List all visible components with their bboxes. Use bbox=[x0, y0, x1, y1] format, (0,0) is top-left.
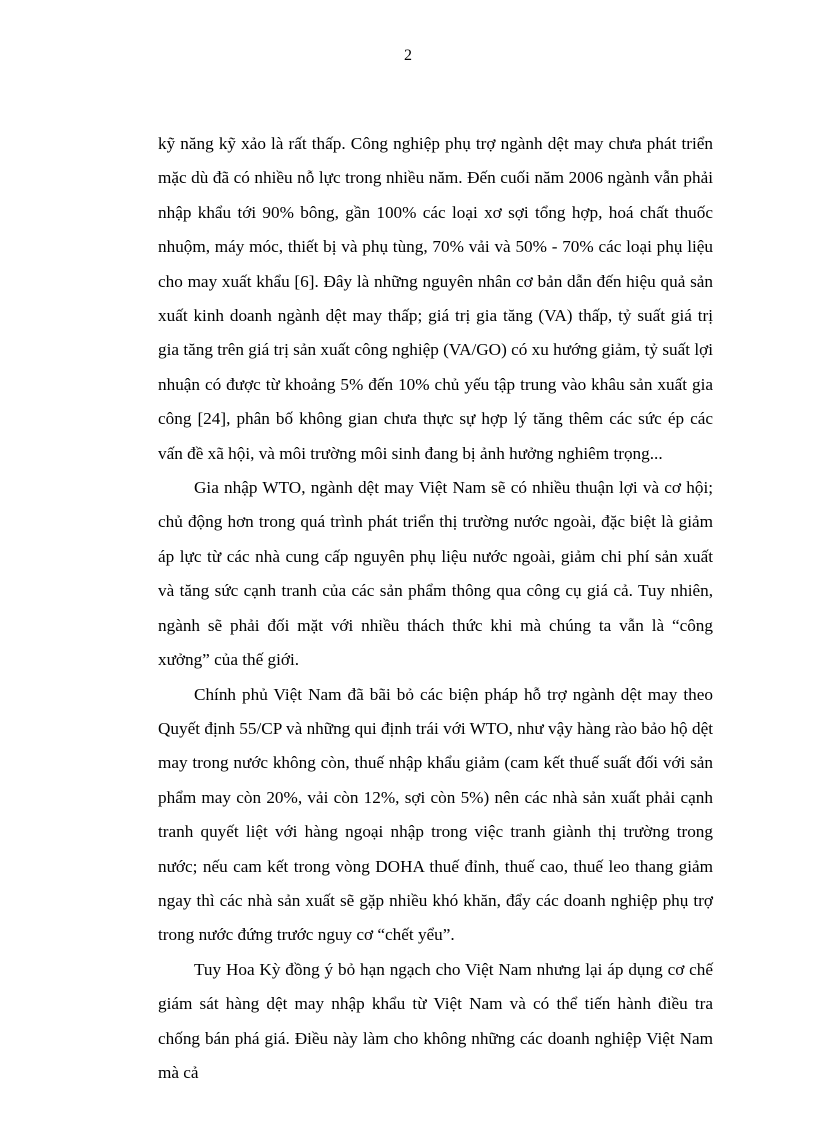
paragraph-1: kỹ năng kỹ xảo là rất thấp. Công nghiệp phụ trợ ngành dệt may chưa phát triển mặc dù đã có nhiều nỗ lực trong nhiều năm. Đến cuối năm 2006 ngành vẫn phải nhập khẩu tới 90% bông, gần 100% các loại xơ sợi tổng hợp, hoá chất thuốc nhuộm, máy móc, thiết bị và phụ tùng, 70% vải và 50% - 70% các loại phụ liệu cho may xuất khẩu [6]. Đây là những nguyên nhân cơ bản dẫn đến hiệu quả sản xuất kinh doanh ngành dệt may thấp; giá trị gia tăng (VA) thấp, tỷ suất giá trị gia tăng trên giá trị sản xuất công nghiệp (VA/GO) có xu hướng giảm, tỷ suất lợi nhuận có được từ khoảng 5% đến 10% chủ yếu tập trung vào khâu sản xuất gia công [24], phân bố không gian chưa thực sự hợp lý tăng thêm các sức ép các vấn đề xã hội, và môi trường môi sinh đang bị ảnh hưởng nghiêm trọng... bbox=[158, 134, 713, 463]
paragraph-3: Chính phủ Việt Nam đã bãi bỏ các biện pháp hỗ trợ ngành dệt may theo Quyết định 55/CP và những qui định trái với WTO, như vậy hàng rào bảo hộ dệt may trong nước không còn, thuế nhập khẩu giảm (cam kết thuế suất đối với sản phẩm may còn 20%, vải còn 12%, sợi còn 5%) nên các nhà sản xuất phải cạnh tranh quyết liệt với hàng ngoại nhập trong việc tranh giành thị trường trong nước; nếu cam kết trong vòng DOHA thuế đỉnh, thuế cao, thuế leo thang giảm ngay thì các nhà sản xuất sẽ gặp nhiều khó khăn, đẩy các doanh nghiệp phụ trợ trong nước đứng trước nguy cơ “chết yểu”. bbox=[158, 684, 713, 945]
paragraph-4: Tuy Hoa Kỳ đồng ý bỏ hạn ngạch cho Việt Nam nhưng lại áp dụng cơ chế giám sát hàng dệt may nhập khẩu từ Việt Nam và có thể tiến hành điều tra chống bán phá giá. Điều này làm cho không những các doanh nghiệp Việt Nam mà cả bbox=[158, 959, 713, 1082]
paragraph-2: Gia nhập WTO, ngành dệt may Việt Nam sẽ có nhiều thuận lợi và cơ hội; chủ động hơn trong quá trình phát triển thị trường nước ngoài, đặc biệt là giảm áp lực từ các nhà cung cấp nguyên phụ liệu nước ngoài, giảm chi phí sản xuất và tăng sức cạnh tranh của các sản phẩm thông qua công cụ giá cả. Tuy nhiên, ngành sẽ phải đối mặt với nhiều thách thức khi mà chúng ta vẫn là “công xưởng” của thế giới. bbox=[158, 478, 713, 670]
page-number: 2 bbox=[404, 47, 412, 64]
body-text bbox=[158, 127, 713, 1090]
